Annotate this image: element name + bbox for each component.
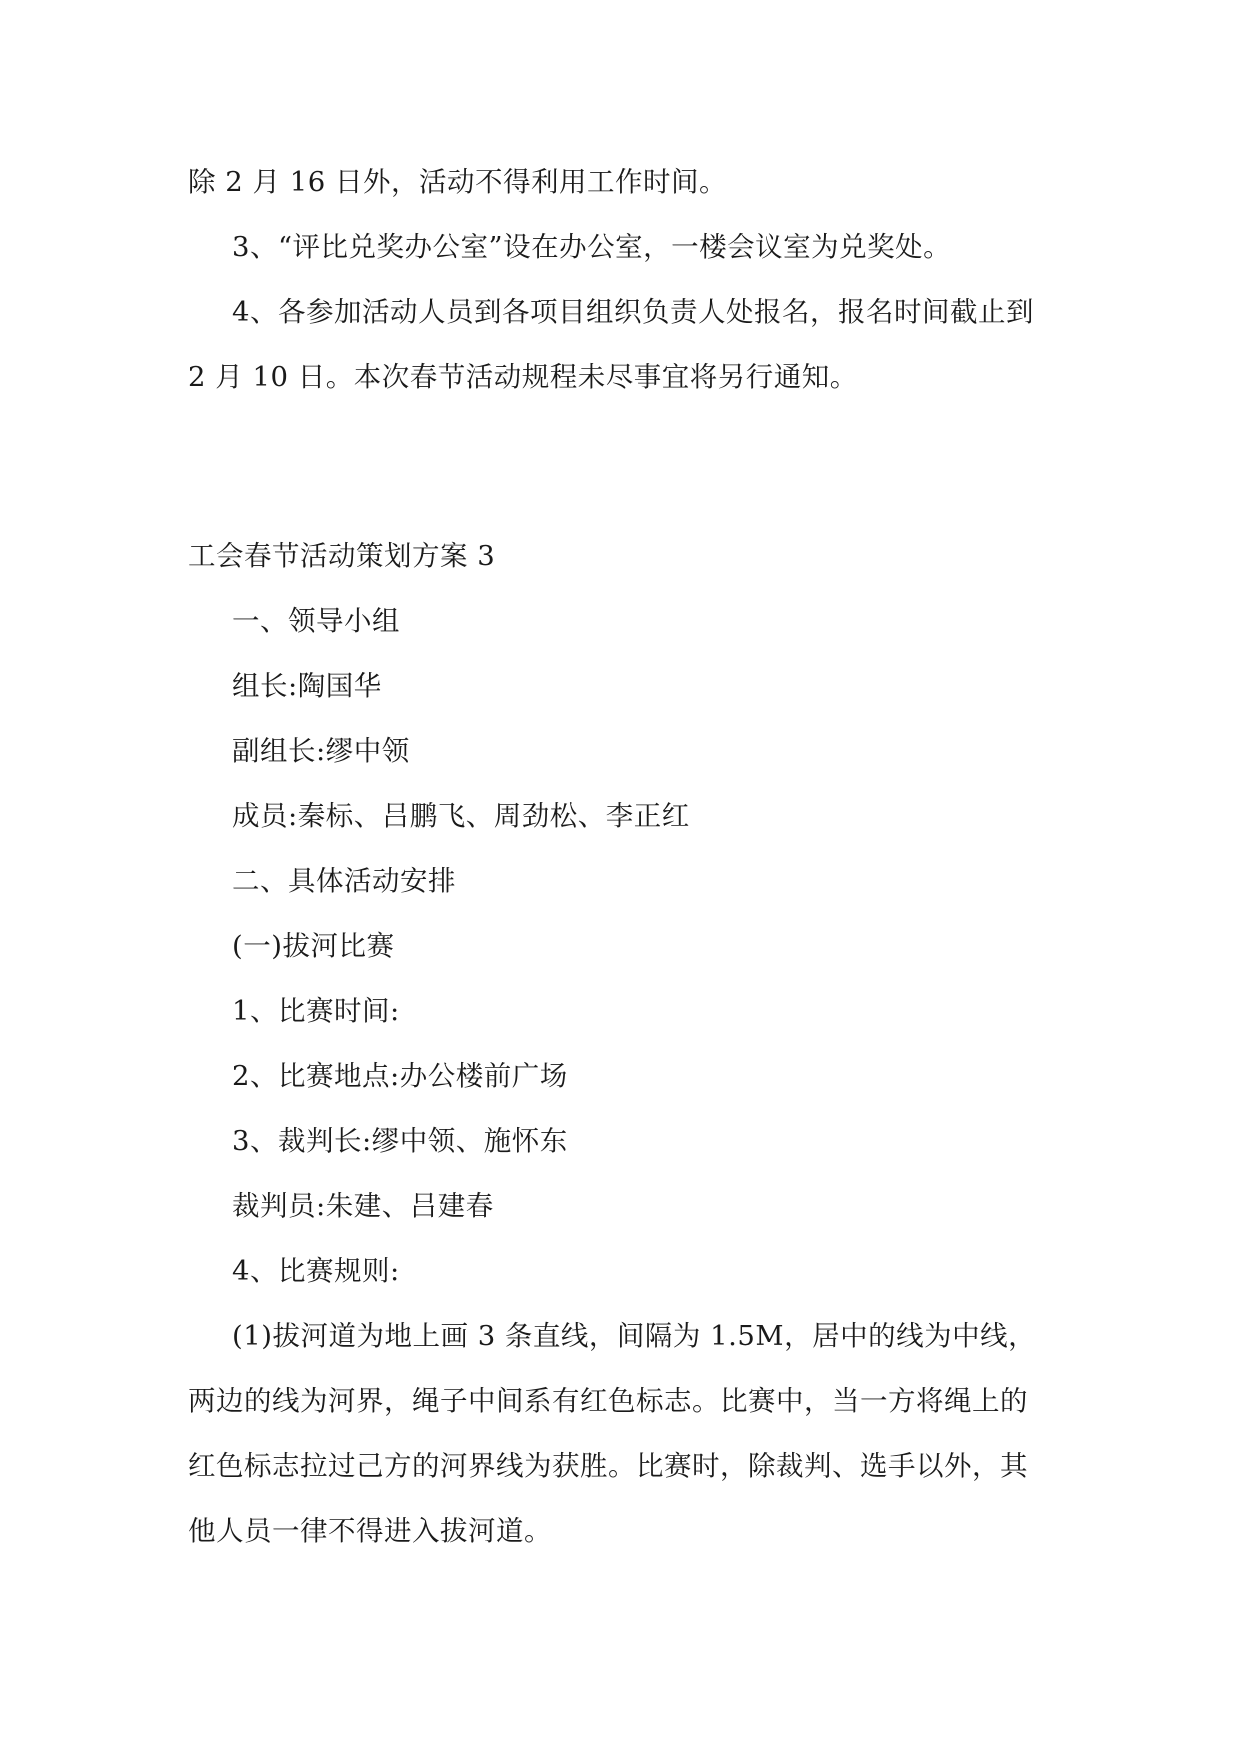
heading-line: 二、具体活动安排 bbox=[232, 865, 456, 897]
heading-line: 一、领导小组 bbox=[232, 605, 400, 637]
paragraph-line: 3、裁判长:缪中领、施怀东 bbox=[232, 1125, 568, 1157]
paragraph-line: 4、比赛规则: bbox=[232, 1255, 400, 1287]
paragraph-line: 副组长:缪中领 bbox=[232, 735, 410, 767]
paragraph-line: 1、比赛时间: bbox=[232, 995, 400, 1027]
paragraph-line: 除 2 月 16 日外，活动不得利用工作时间。 bbox=[188, 166, 727, 198]
paragraph-line: 他人员一律不得进入拔河道。 bbox=[188, 1515, 552, 1547]
paragraph-line: 3、“评比兑奖办公室”设在办公室，一楼会议室为兑奖处。 bbox=[232, 231, 952, 263]
paragraph-line: 成员:秦标、吕鹏飞、周劲松、李正红 bbox=[232, 800, 690, 832]
paragraph-line: 组长:陶国华 bbox=[232, 670, 382, 702]
paragraph-line: 裁判员:朱建、吕建春 bbox=[232, 1190, 494, 1222]
paragraph-line: 4、各参加活动人员到各项目组织负责人处报名，报名时间截止到 bbox=[232, 296, 1034, 328]
subheading-line: (一)拔河比赛 bbox=[232, 930, 395, 962]
section-title: 工会春节活动策划方案 3 bbox=[188, 540, 496, 572]
paragraph-line: 2 月 10 日。本次春节活动规程未尽事宜将另行通知。 bbox=[188, 361, 858, 393]
paragraph-line: (1)拔河道为地上画 3 条直线，间隔为 1.5M，居中的线为中线， bbox=[232, 1320, 1037, 1352]
paragraph-line: 两边的线为河界，绳子中间系有红色标志。比赛中，当一方将绳上的 bbox=[188, 1385, 1028, 1417]
paragraph-line: 红色标志拉过己方的河界线为获胜。比赛时，除裁判、选手以外，其 bbox=[188, 1450, 1028, 1482]
paragraph-line: 2、比赛地点:办公楼前广场 bbox=[232, 1060, 568, 1092]
